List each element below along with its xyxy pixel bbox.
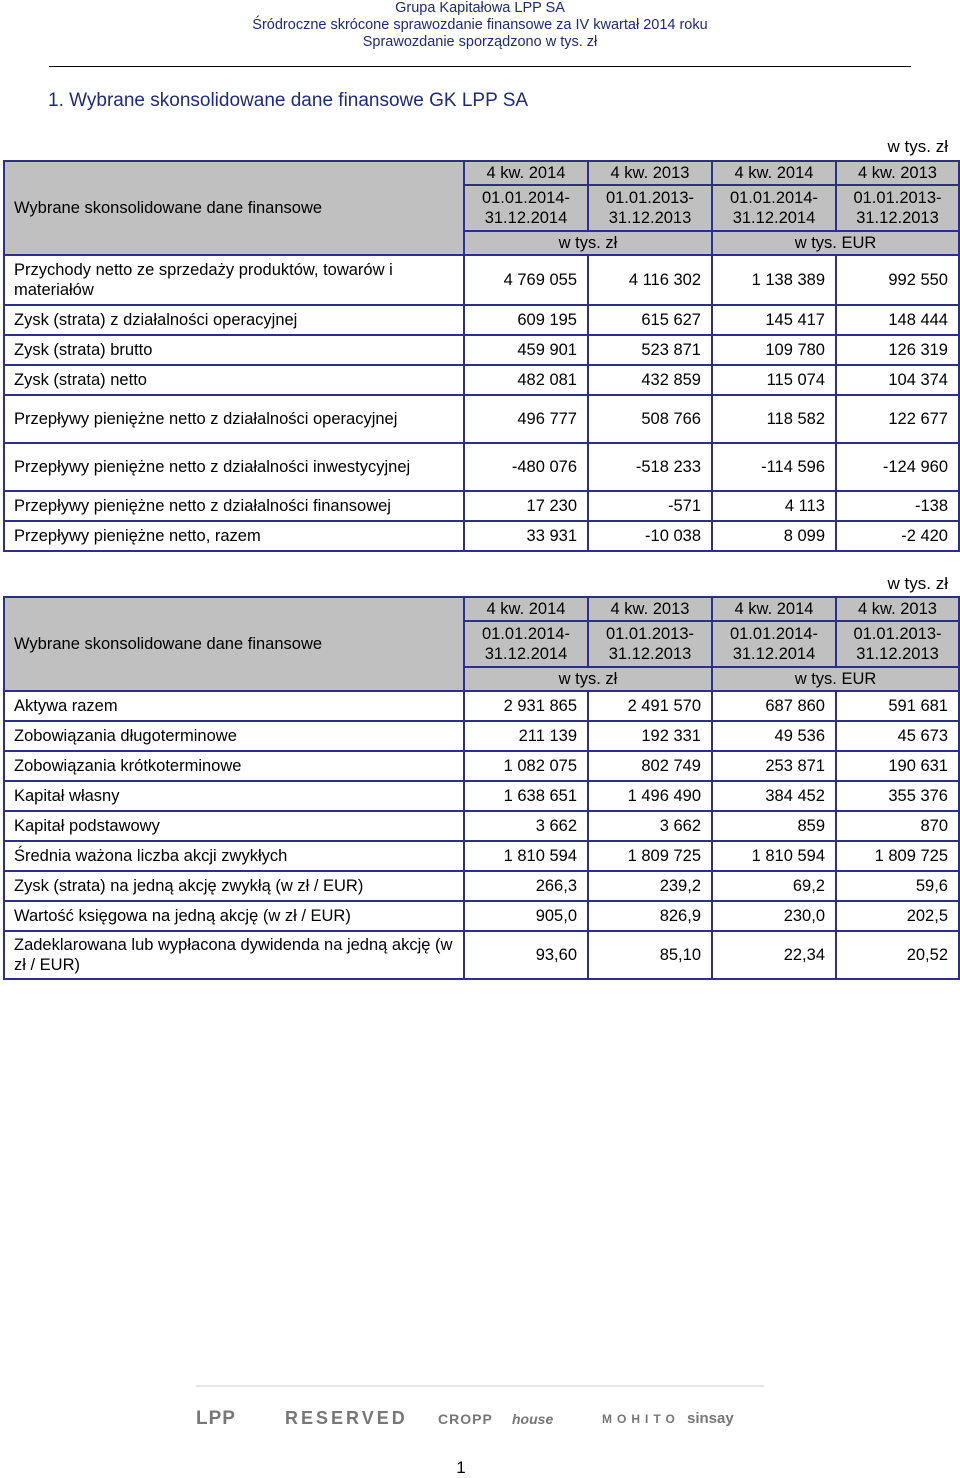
financial-table-2	[3, 596, 960, 980]
row-label: Przychody netto ze sprzedaży produktów, towarów i materiałów	[4, 255, 464, 305]
table1-unit-note: w tys. zł	[887, 137, 948, 156]
logo-house: house	[512, 1411, 554, 1427]
row-label: Zysk (strata) brutto	[4, 335, 464, 365]
row-value: -480 076	[464, 443, 588, 491]
row-value: 1 638 651	[464, 781, 588, 811]
row-value: 8 099	[712, 521, 836, 551]
table1-quarter: 4 kw. 2014	[464, 161, 588, 185]
row-value: 1 809 725	[588, 841, 712, 871]
logo-mohito: MOHITO	[602, 1412, 680, 1426]
row-label: Zysk (strata) z działalności operacyjnej	[4, 305, 464, 335]
table2-quarter: 4 kw. 2013	[836, 597, 959, 621]
row-value: 109 780	[712, 335, 836, 365]
logo-lpp: LPP	[196, 1408, 236, 1429]
table1-quarter: 4 kw. 2013	[836, 161, 959, 185]
table1-quarter: 4 kw. 2014	[712, 161, 836, 185]
table2-unit-eur: w tys. EUR	[712, 667, 959, 691]
row-value: 49 536	[712, 721, 836, 751]
table1-header-label: Wybrane skonsolidowane dane finansowe	[4, 161, 464, 255]
row-value: 2 931 865	[464, 691, 588, 721]
row-value: 384 452	[712, 781, 836, 811]
row-value: 192 331	[588, 721, 712, 751]
table-row	[4, 305, 959, 335]
table-row	[4, 521, 959, 551]
row-label: Przepływy pieniężne netto z działalności inwestycyjnej	[4, 443, 464, 491]
row-label: Zysk (strata) na jedną akcję zwykłą (w zł / EUR)	[4, 871, 464, 901]
row-label: Przepływy pieniężne netto z działalności finansowej	[4, 491, 464, 521]
table-row	[4, 721, 959, 751]
row-label: Przepływy pieniężne netto, razem	[4, 521, 464, 551]
row-value: 85,10	[588, 931, 712, 979]
table-row	[4, 365, 959, 395]
row-value: 115 074	[712, 365, 836, 395]
table2-period: 01.01.2013- 31.12.2013	[588, 621, 712, 667]
logo-reserved: RESERVED	[285, 1408, 408, 1428]
table-row	[4, 751, 959, 781]
table2-unit-note: w tys. zł	[887, 574, 948, 593]
row-value: 93,60	[464, 931, 588, 979]
table1-period: 01.01.2013- 31.12.2013	[588, 185, 712, 231]
row-value: 45 673	[836, 721, 959, 751]
row-value: 4 113	[712, 491, 836, 521]
table1-period: 01.01.2013- 31.12.2013	[836, 185, 959, 231]
table-row	[4, 443, 959, 491]
financial-table-1	[3, 160, 960, 552]
row-value: 609 195	[464, 305, 588, 335]
row-label: Wartość księgowa na jedną akcję (w zł / EUR)	[4, 901, 464, 931]
row-value: 523 871	[588, 335, 712, 365]
table1-quarter: 4 kw. 2013	[588, 161, 712, 185]
row-value: 432 859	[588, 365, 712, 395]
table2-period: 01.01.2013- 31.12.2013	[836, 621, 959, 667]
row-value: 145 417	[712, 305, 836, 335]
row-value: -518 233	[588, 443, 712, 491]
row-value: 905,0	[464, 901, 588, 931]
table-row	[4, 781, 959, 811]
row-value: 69,2	[712, 871, 836, 901]
header-report-title: Śródroczne skrócone sprawozdanie finansowe za IV kwartał 2014 roku	[252, 17, 708, 33]
table2-quarter: 4 kw. 2013	[588, 597, 712, 621]
row-label: Zobowiązania długoterminowe	[4, 721, 464, 751]
row-value: -138	[836, 491, 959, 521]
row-label: Średnia ważona liczba akcji zwykłych	[4, 841, 464, 871]
table-row	[4, 871, 959, 901]
footer-logo-rule	[196, 1385, 764, 1387]
row-label: Zadeklarowana lub wypłacona dywidenda na jedną akcję (w zł / EUR)	[4, 931, 464, 979]
row-value: 211 139	[464, 721, 588, 751]
row-value: 355 376	[836, 781, 959, 811]
row-value: 202,5	[836, 901, 959, 931]
row-value: 126 319	[836, 335, 959, 365]
row-value: -10 038	[588, 521, 712, 551]
page-number: 1	[456, 1458, 466, 1477]
row-value: 104 374	[836, 365, 959, 395]
row-value: 266,3	[464, 871, 588, 901]
row-value: 482 081	[464, 365, 588, 395]
row-value: 615 627	[588, 305, 712, 335]
row-value: 2 491 570	[588, 691, 712, 721]
row-value: 1 809 725	[836, 841, 959, 871]
table1-header-row-quarters	[4, 161, 959, 185]
table2-period: 01.01.2014- 31.12.2014	[712, 621, 836, 667]
table2-quarter: 4 kw. 2014	[712, 597, 836, 621]
row-value: 3 662	[464, 811, 588, 841]
table-row	[4, 691, 959, 721]
row-value: 148 444	[836, 305, 959, 335]
table1-period: 01.01.2014- 31.12.2014	[464, 185, 588, 231]
row-value: 239,2	[588, 871, 712, 901]
logo-cropp: CROPP	[438, 1411, 493, 1427]
table-row	[4, 491, 959, 521]
row-value: 253 871	[712, 751, 836, 781]
row-value: 1 810 594	[712, 841, 836, 871]
table2-quarter: 4 kw. 2014	[464, 597, 588, 621]
row-value: 20,52	[836, 931, 959, 979]
row-label: Zysk (strata) netto	[4, 365, 464, 395]
row-value: 1 496 490	[588, 781, 712, 811]
section-title: 1. Wybrane skonsolidowane dane finansowe GK LPP SA	[48, 90, 529, 111]
row-value: 1 138 389	[712, 255, 836, 305]
row-value: 4 769 055	[464, 255, 588, 305]
row-value: 591 681	[836, 691, 959, 721]
row-value: 459 901	[464, 335, 588, 365]
document-header	[0, 0, 960, 51]
row-value: -124 960	[836, 443, 959, 491]
table-row	[4, 931, 959, 979]
row-value: 33 931	[464, 521, 588, 551]
table2-period: 01.01.2014- 31.12.2014	[464, 621, 588, 667]
header-currency-note: Sprawozdanie sporządzono w tys. zł	[362, 34, 598, 50]
row-label: Zobowiązania krótkoterminowe	[4, 751, 464, 781]
row-value: 4 116 302	[588, 255, 712, 305]
row-value: 190 631	[836, 751, 959, 781]
table1-period: 01.01.2014- 31.12.2014	[712, 185, 836, 231]
row-label: Przepływy pieniężne netto z działalności operacyjnej	[4, 395, 464, 443]
row-value: 17 230	[464, 491, 588, 521]
row-label: Aktywa razem	[4, 691, 464, 721]
row-value: 1 082 075	[464, 751, 588, 781]
row-value: 496 777	[464, 395, 588, 443]
row-value: 3 662	[588, 811, 712, 841]
row-value: 992 550	[836, 255, 959, 305]
row-label: Kapitał własny	[4, 781, 464, 811]
row-value: 859	[712, 811, 836, 841]
table-row	[4, 901, 959, 931]
logo-sinsay: sinsay	[687, 1410, 734, 1427]
table1-unit-pln: w tys. zł	[464, 231, 712, 255]
table-row	[4, 255, 959, 305]
header-rule	[49, 66, 911, 67]
row-value: 1 810 594	[464, 841, 588, 871]
row-value: 508 766	[588, 395, 712, 443]
row-value: 802 749	[588, 751, 712, 781]
row-value: -571	[588, 491, 712, 521]
row-label: Kapitał podstawowy	[4, 811, 464, 841]
table2-header-row-quarters	[4, 597, 959, 621]
table2-unit-pln: w tys. zł	[464, 667, 712, 691]
table-row	[4, 395, 959, 443]
row-value: -2 420	[836, 521, 959, 551]
row-value: 826,9	[588, 901, 712, 931]
row-value: 22,34	[712, 931, 836, 979]
row-value: -114 596	[712, 443, 836, 491]
table-row	[4, 335, 959, 365]
row-value: 122 677	[836, 395, 959, 443]
row-value: 118 582	[712, 395, 836, 443]
row-value: 59,6	[836, 871, 959, 901]
header-company: Grupa Kapitałowa LPP SA	[395, 0, 565, 16]
table2-header-label: Wybrane skonsolidowane dane finansowe	[4, 597, 464, 691]
row-value: 870	[836, 811, 959, 841]
table1-unit-eur: w tys. EUR	[712, 231, 959, 255]
table-row	[4, 811, 959, 841]
row-value: 230,0	[712, 901, 836, 931]
table-row	[4, 841, 959, 871]
row-value: 687 860	[712, 691, 836, 721]
